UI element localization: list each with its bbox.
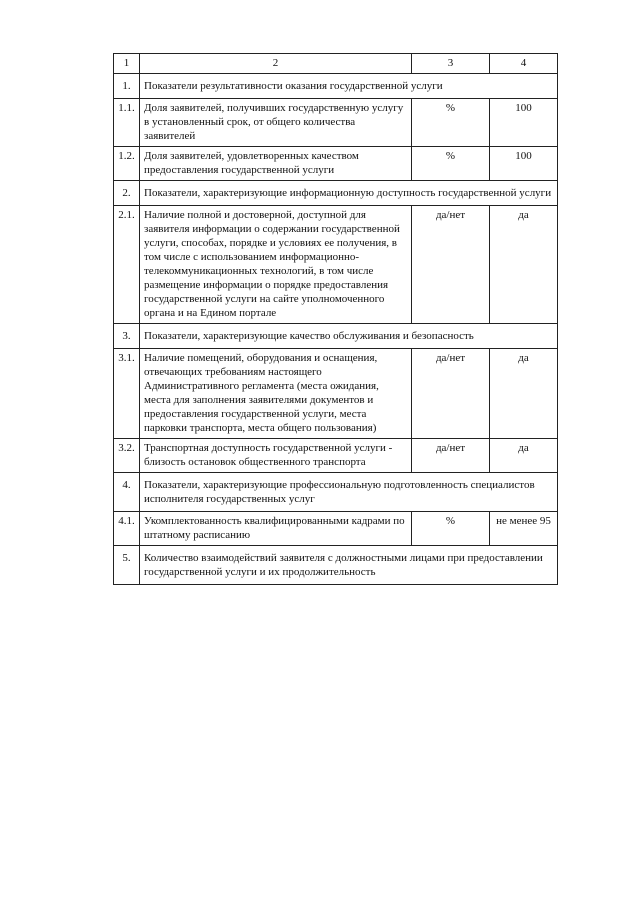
section-title: Количество взаимодействий заявителя с должностными лицами при предоставлении государственной услуги и их продолжительность [140, 546, 558, 585]
indicator-value: 100 [490, 99, 558, 147]
indicator-number: 1.1. [114, 99, 140, 147]
section-number: 3. [114, 324, 140, 349]
section-row [114, 74, 558, 99]
section-row [114, 181, 558, 206]
section-title: Показатели, характеризующие профессиональную подготовленность специалистов исполнителя государственных услуг [140, 473, 558, 512]
indicator-value: 100 [490, 147, 558, 181]
indicator-unit: да/нет [412, 349, 490, 439]
header-col-1: 1 [114, 54, 140, 74]
indicator-row [114, 439, 558, 473]
indicator-unit: % [412, 99, 490, 147]
section-row [114, 473, 558, 512]
indicator-value: да [490, 439, 558, 473]
indicator-text: Транспортная доступность государственной услуги - близость остановок общественного транспорта [140, 439, 412, 473]
header-col-3: 3 [412, 54, 490, 74]
indicator-row [114, 206, 558, 324]
section-number: 4. [114, 473, 140, 512]
indicator-text: Наличие помещений, оборудования и оснащения, отвечающих требованиям настоящего Административного регламента (места ожидания, места для заполнения заявителями документов и предоставления государственной услуги, места парковки транспорта, места общего пользования) [140, 349, 412, 439]
header-col-4: 4 [490, 54, 558, 74]
section-row [114, 324, 558, 349]
indicator-text: Доля заявителей, удовлетворенных качеством предоставления государственной услуги [140, 147, 412, 181]
indicator-value: да [490, 349, 558, 439]
indicator-unit: % [412, 147, 490, 181]
indicator-row [114, 512, 558, 546]
section-number: 5. [114, 546, 140, 585]
indicator-number: 3.2. [114, 439, 140, 473]
indicator-number: 1.2. [114, 147, 140, 181]
section-title: Показатели, характеризующие качество обслуживания и безопасность [140, 324, 558, 349]
table-body [114, 54, 558, 585]
indicator-unit: % [412, 512, 490, 546]
indicator-number: 3.1. [114, 349, 140, 439]
indicator-row [114, 147, 558, 181]
indicator-row [114, 349, 558, 439]
indicator-text: Наличие полной и достоверной, доступной для заявителя информации о содержании государственной услуги, способах, порядке и условиях ее получения, в том числе с использованием информационно-телекоммуникационных технологий, в том числе размещение информации о порядке предоставления государственной услуги на сайте уполномоченного органа и на Едином портале [140, 206, 412, 324]
indicator-text: Доля заявителей, получивших государственную услугу в установленный срок, от общего количества заявителей [140, 99, 412, 147]
indicator-text: Укомплектованность квалифицированными кадрами по штатному расписанию [140, 512, 412, 546]
header-col-2: 2 [140, 54, 412, 74]
section-number: 2. [114, 181, 140, 206]
indicator-value: не менее 95 [490, 512, 558, 546]
indicator-unit: да/нет [412, 206, 490, 324]
section-number: 1. [114, 74, 140, 99]
indicator-number: 4.1. [114, 512, 140, 546]
section-title: Показатели, характеризующие информационную доступность государственной услуги [140, 181, 558, 206]
indicators-table [113, 53, 558, 585]
indicator-row [114, 99, 558, 147]
indicator-unit: да/нет [412, 439, 490, 473]
indicator-value: да [490, 206, 558, 324]
section-row [114, 546, 558, 585]
section-title: Показатели результативности оказания государственной услуги [140, 74, 558, 99]
table-header-row [114, 54, 558, 74]
indicator-number: 2.1. [114, 206, 140, 324]
